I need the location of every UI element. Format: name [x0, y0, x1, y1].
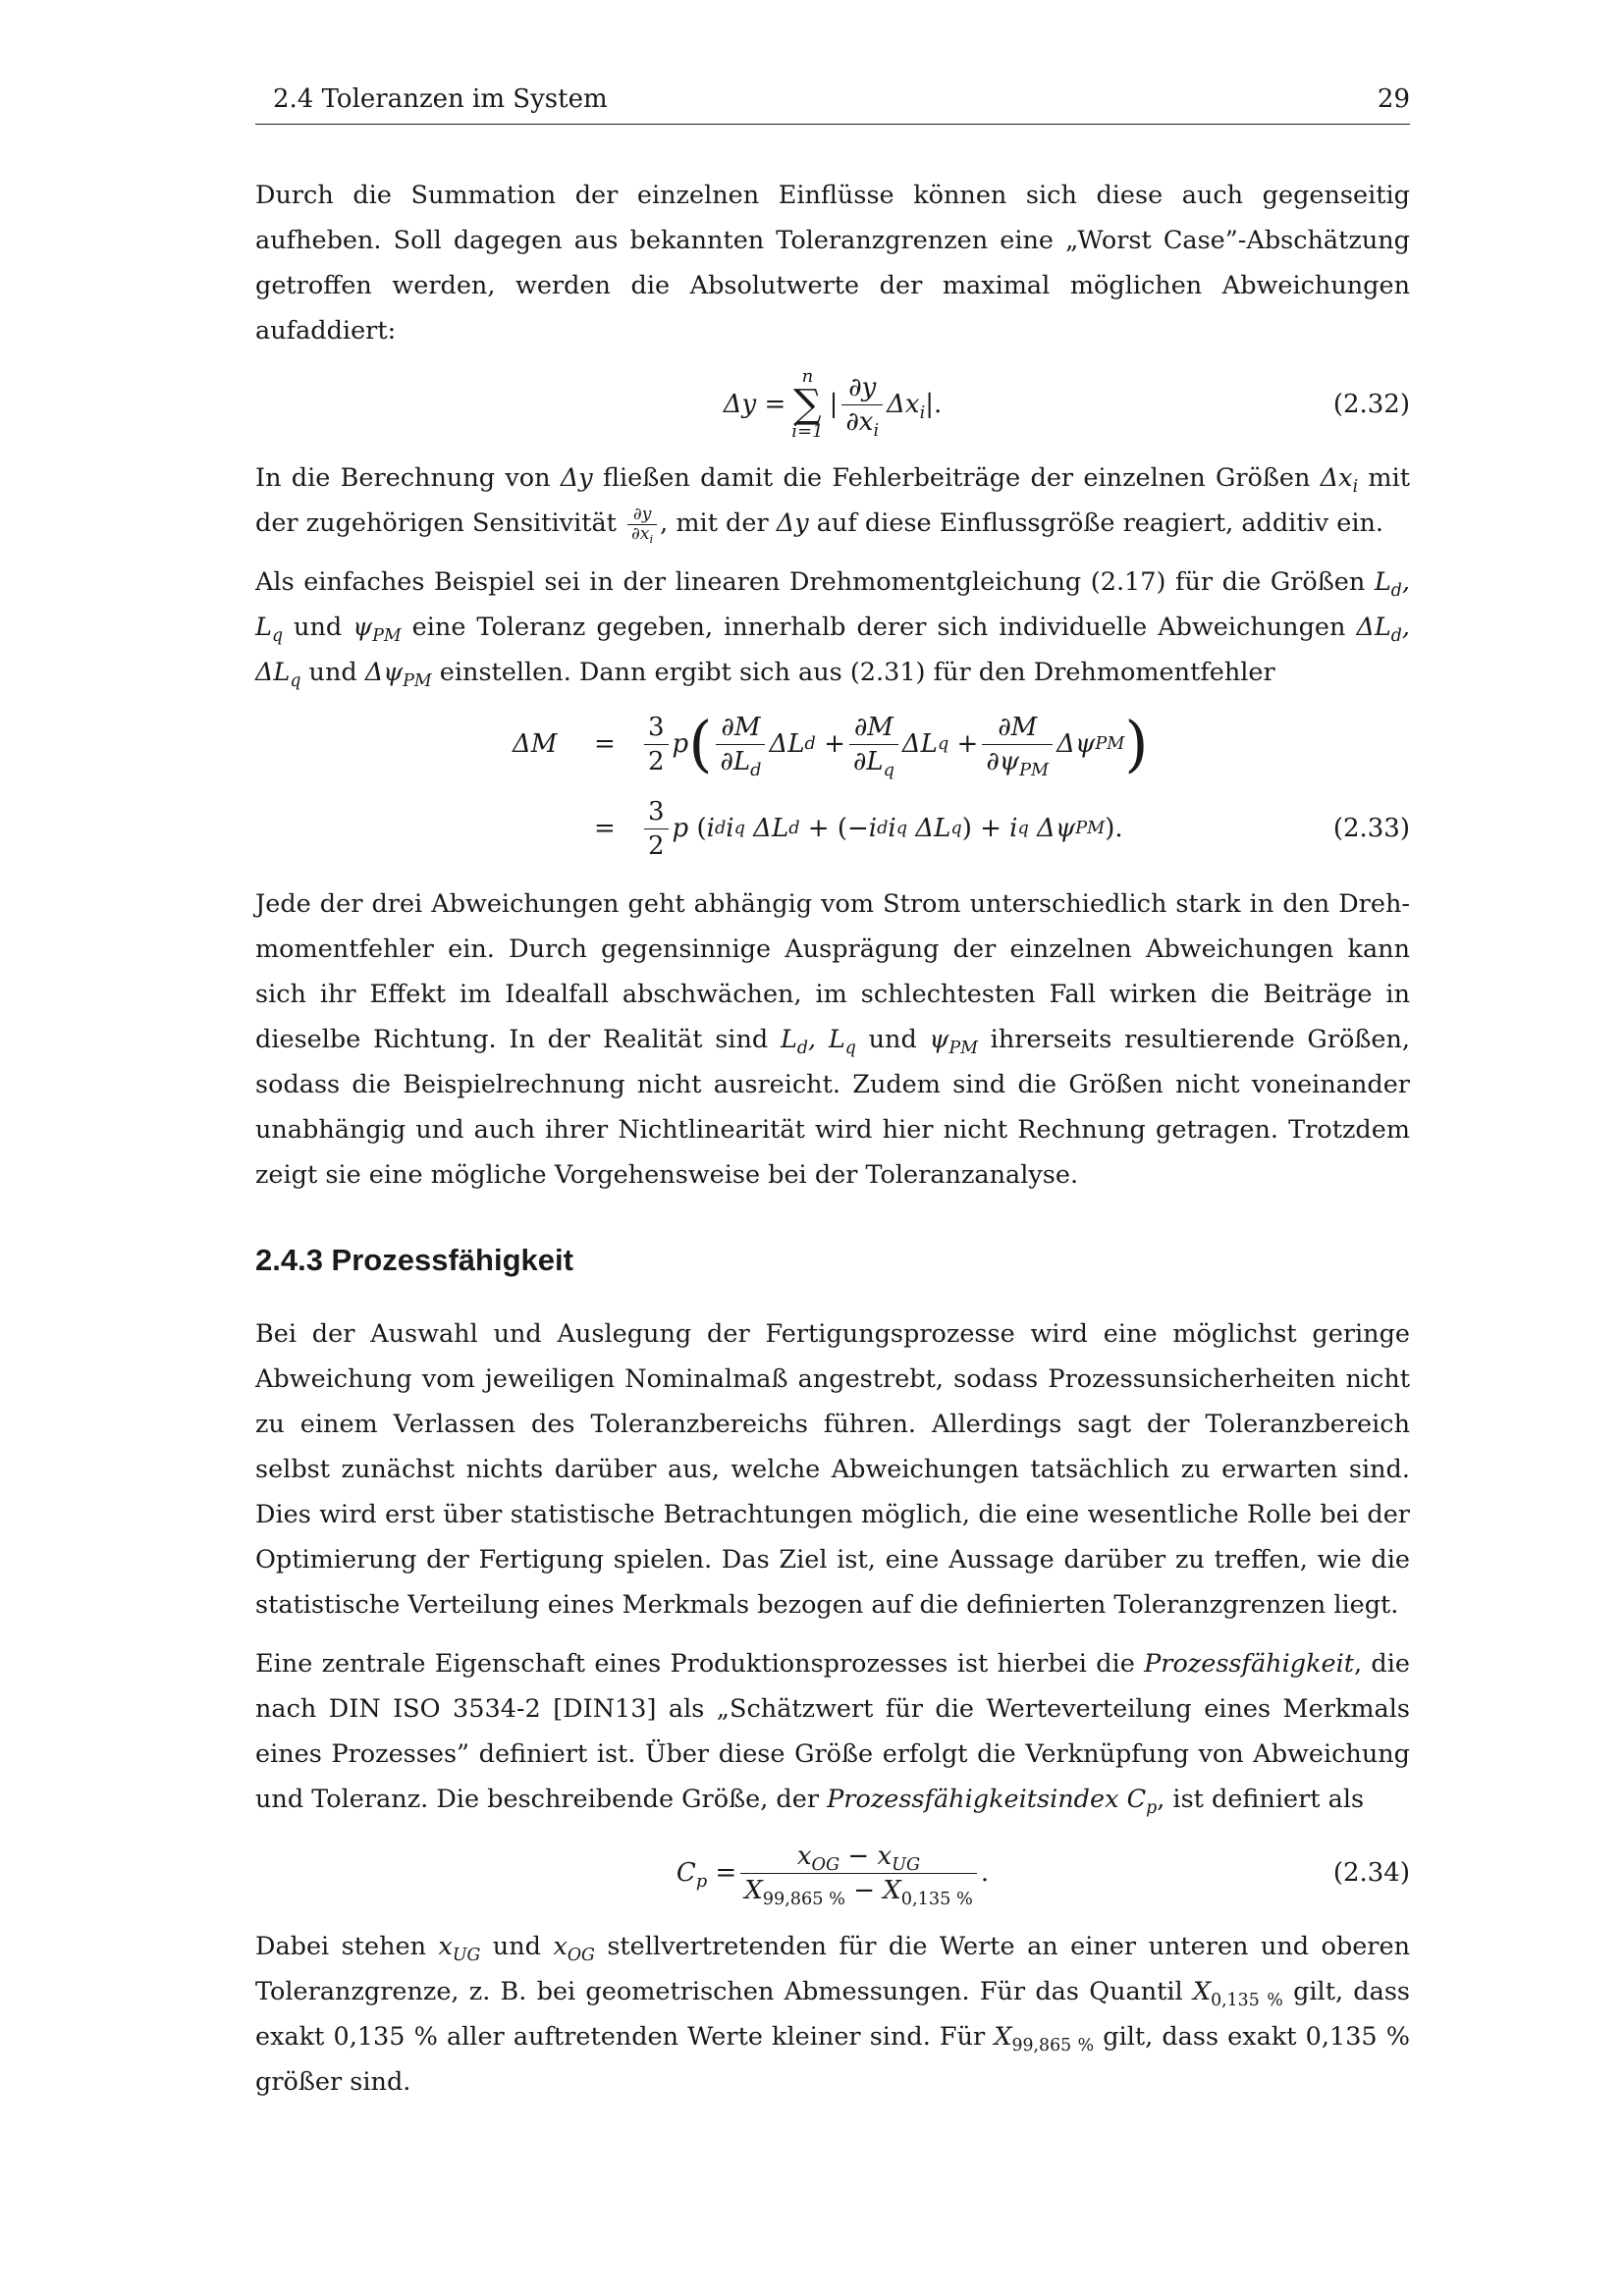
equation-2-32: Δy = n ∑ i=1 | $\frac{\partial y}{\partial x_i}$ $\Delta x_i$ |. (2.32) [723, 366, 1410, 442]
section-heading-2-4-3: 2.4.3 Prozessfähigkeit [255, 1243, 573, 1277]
paragraph-7: Dabei stehen $x_{UG}$ und $x_{OG}$ stellvertretenden für die Werte an einer unteren und oberen Toleranzgrenze, z. B. bei geometrischen Abmessungen. Für das Quantil $X_{0,135 \%}$ gilt, dass exakt 0,135 % aller auftretenden Werte kleiner sind. Für $X_{99,865 \%}$ gilt, dass exakt 0,135 % größer sind. [255, 1932, 1411, 2097]
paragraph-1: Durch die Summation der einzelnen Einflüsse können sich diese auch gegenseitig aufheben. Soll dagegen aus bekannten Toleranzgrenzen eine „Worst Case”-Abschätzung getroffen werden, werden die Absolutwerte der maximal möglichen Abweichungen aufaddiert: [255, 181, 1410, 346]
paragraph-5: Bei der Auswahl und Auslegung der Fertigungsprozesse wird eine möglichst geringe Abweichung vom jeweiligen Nominalmaß angestrebt, sodass Prozessunsicherheiten nicht zu einem Verlassen des Toleranzbereichs führen. Allerdings sagt der Toleranzbereich selbst zunächst nichts darüber aus, welche Abweichungen tatsächlich zu erwarten sind. Dies wird erst über statistische Betrachtungen möglich, die eine wesentliche Rolle bei der Optimierung der Fertigung spielen. Das Ziel ist, eine Aussage darüber zu treffen, wie die statistische Verteilung eines Merkmals bezogen auf die definierten Toleranzgrenzen liegt. [255, 1319, 1410, 1620]
paragraph-2: In die Berechnung von Δy fließen damit die Fehlerbeiträge der einzelnen Größen $\Delta x_i$ mit der zugehörigen Sensitivität $\frac{\partial y}{\partial x_i}$ , mit der Δy auf diese Einflussgröße reagiert, additiv ein. [255, 463, 1410, 546]
paragraph-3: Als einfaches Beispiel sei in der linearen Drehmomentgleichung (2.17) für die Größen $L_d$, $L_q$ und $\psi_{PM}$ eine Toleranz gegeben, innerhalb derer sich individuelle Abweichungen $\Delta L_d$, $\Delta L_q$ und $\Delta\psi_{PM}$ einstellen. Dann ergibt sich aus (2.31) für den Drehmomentfehler [255, 567, 1410, 692]
term-prozessfaehigkeit: Prozessfähigkeit [1144, 1649, 1355, 1679]
equation-number-2-34: (2.34) [1332, 1858, 1410, 1888]
header-section-title: 2.4 Toleranzen im System [273, 84, 608, 114]
equation-2-34: $C_p$ = $\frac{x_{OG} - x_{UG}}{X_{99,865 \%} - X_{0,135 \%}}$ . (2.34) [676, 1841, 1410, 1909]
sum-symbol: n ∑ i=1 [791, 366, 824, 442]
equation-2-33: ΔM = $\frac{3}{2}$ p ( $\frac{\partial M}{\partial L_d}$ Δ L d + $\frac{\partial M}{\partial L_q}$ Δ L q + $\frac{\partial M}{\partial\psi_{PM}}$ Δ ψ PM ) = $\frac{3}{2}$ p ( i d i q Δ L d + (− i d i q Δ L q ) + i q Δ ψ PM ). (2.33) [513, 708, 1410, 861]
running-header [255, 84, 1410, 125]
equation-number-2-32: (2.32) [1332, 390, 1410, 419]
page-number: 29 [1377, 84, 1410, 114]
paragraph-6: Eine zentrale Eigenschaft eines Produktionsprozesses ist hierbei die Prozessfähigkeit, die nach DIN ISO 3534-2 [DIN13] als „Schätzwert für die Werteverteilung eines Merkmals eines Prozesses” definiert ist. Über diese Größe erfolgt die Verknüpfung von Abweichung und Toleranz. Die beschreibende Größe, der Prozessfähigkeitsindex $C_p$, ist definiert als [255, 1649, 1410, 1819]
page-body [255, 173, 1410, 2105]
paragraph-4: Jede der drei Abweichungen geht abhängig vom Strom unterschiedlich stark in den Drehmomentfehler ein. Durch gegensinnige Ausprägung der einzelnen Abweichungen kann sich ihr Effekt im Idealfall abschwächen, im schlechtesten Fall wirken die Beiträge in dieselbe Richtung. In der Realität sind $L_d$, $L_q$ und $\psi_{PM}$ ihrerseits resultierende Größen, sodass die Beispielrechnung nicht ausreicht. Zudem sind die Größen nicht voneinander unabhängig und auch ihrer Nichtlinearität wird hier nicht Rechnung getragen. Trotzdem zeigt sie eine mögliche Vorgehensweise bei der Toleranzanalyse. [255, 889, 1411, 1190]
equation-number-2-33: (2.33) [1332, 814, 1410, 843]
term-prozessfaehigkeitsindex: Prozessfähigkeitsindex [827, 1785, 1119, 1814]
